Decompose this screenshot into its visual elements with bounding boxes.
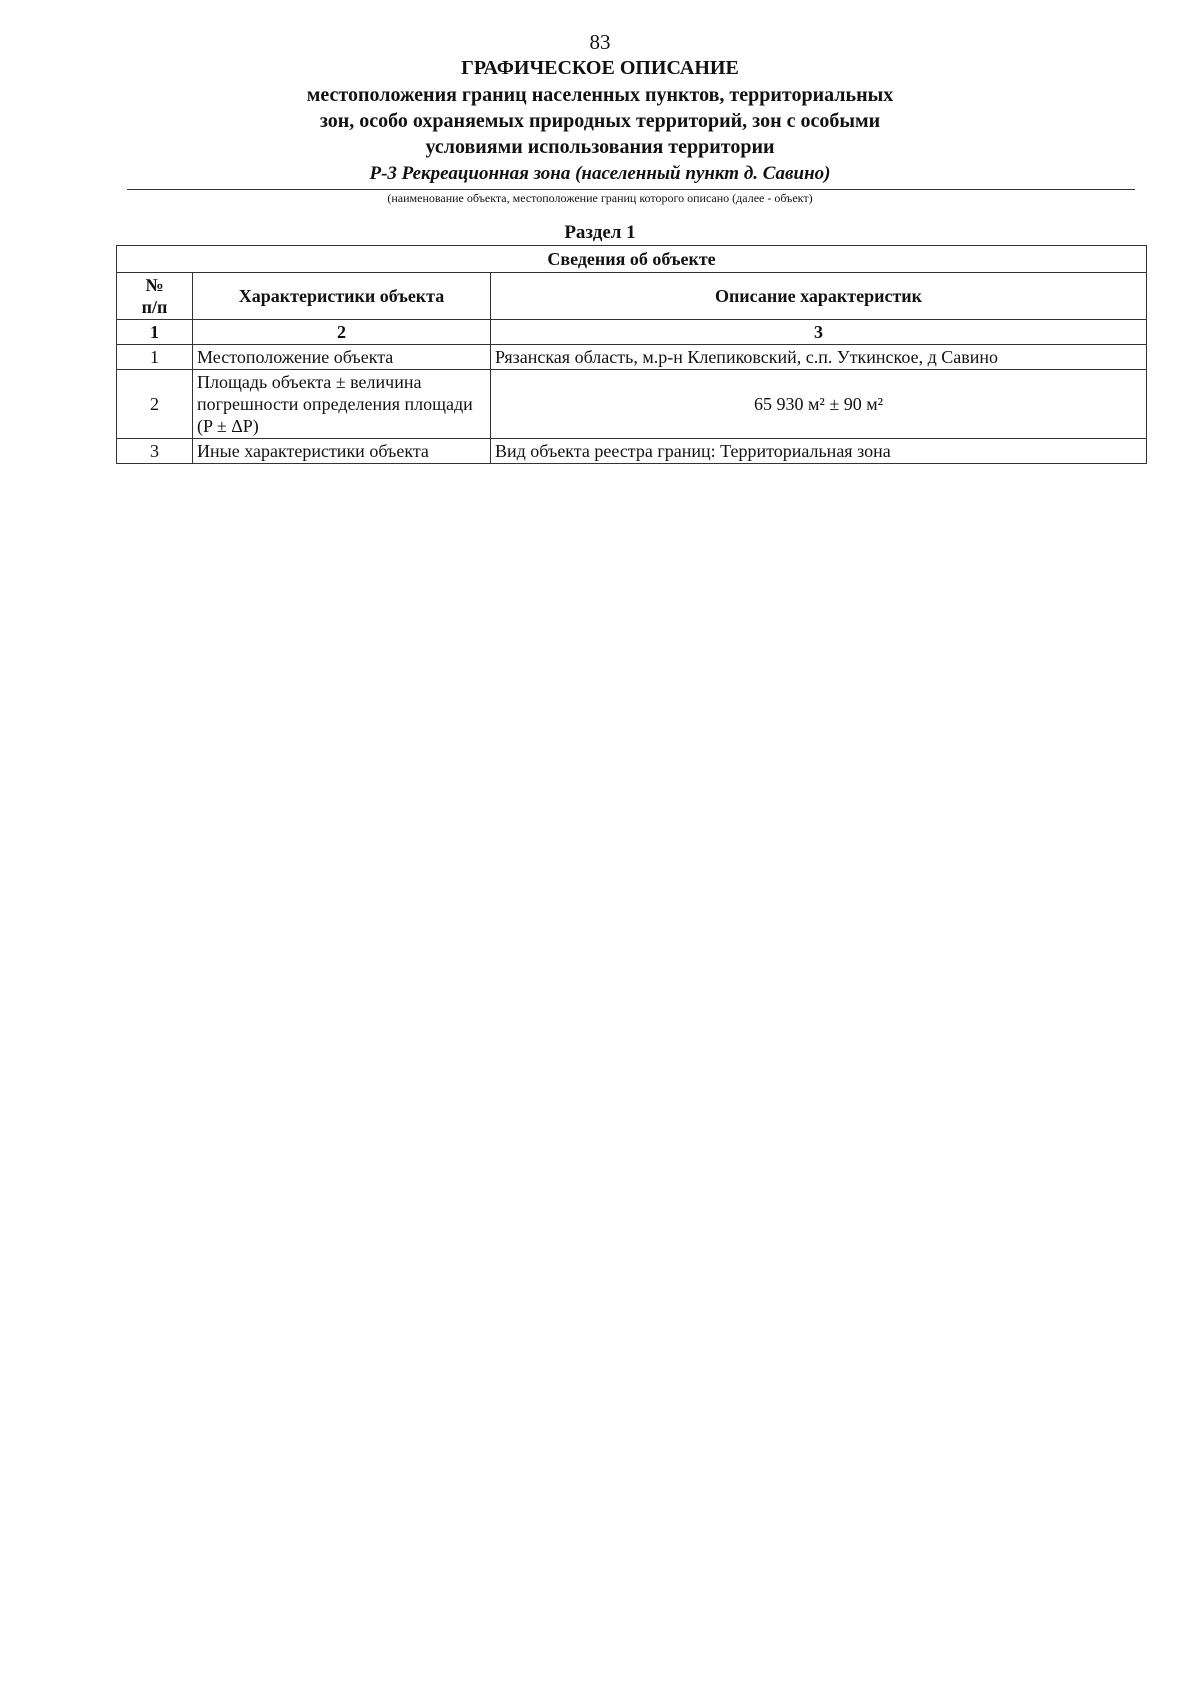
row-description: 65 930 м² ± 90 м² [491,370,1147,439]
header-num-line: п/п [141,297,168,317]
row-characteristic [193,370,491,439]
characteristic-line: (P ± ΔP) [197,416,259,436]
column-number: 2 [193,320,491,345]
characteristic-line: Местоположение объекта [197,347,394,367]
header-description: Описание характеристик [491,273,1147,320]
object-name-caption: (наименование объекта, местоположение границ которого описано (далее - объект) [387,191,813,205]
table-caption: Сведения об объекте [117,246,1147,273]
row-num: 1 [117,345,193,370]
characteristic-line: Площадь объекта ± величина [197,372,422,392]
document-subtitle [250,82,950,160]
table-caption-row [117,246,1147,273]
document-title: ГРАФИЧЕСКОЕ ОПИСАНИЕ [461,57,739,79]
row-description: Вид объекта реестра границ: Территориальная зона [491,439,1147,464]
header-num-line: № [145,275,164,295]
row-characteristic [193,345,491,370]
header-num [117,273,193,320]
section-title: Раздел 1 [564,222,636,243]
table-row [117,439,1147,464]
page-number: 83 [589,30,611,54]
characteristic-line: погрешности определения площади [197,394,473,414]
object-info-table [116,245,1147,464]
table-header-row [117,273,1147,320]
subtitle-line: местоположения границ населенных пунктов, территориальных [306,84,894,106]
column-number: 1 [117,320,193,345]
subtitle-line: условиями использования территории [425,136,775,158]
subtitle-line: зон, особо охраняемых природных территорий, зон с особыми [319,110,881,132]
row-num: 2 [117,370,193,439]
object-name: Р-3 Рекреационная зона (населенный пункт д. Савино) [369,163,831,184]
object-name-underline [127,189,1135,190]
characteristic-line: Иные характеристики объекта [197,441,429,461]
header-characteristic: Характеристики объекта [193,273,491,320]
row-num: 3 [117,439,193,464]
column-number: 3 [491,320,1147,345]
row-description: Рязанская область, м.р-н Клепиковский, с.п. Уткинское, д Савино [491,345,1147,370]
row-characteristic [193,439,491,464]
table-row [117,370,1147,439]
table-row [117,345,1147,370]
column-number-row [117,320,1147,345]
